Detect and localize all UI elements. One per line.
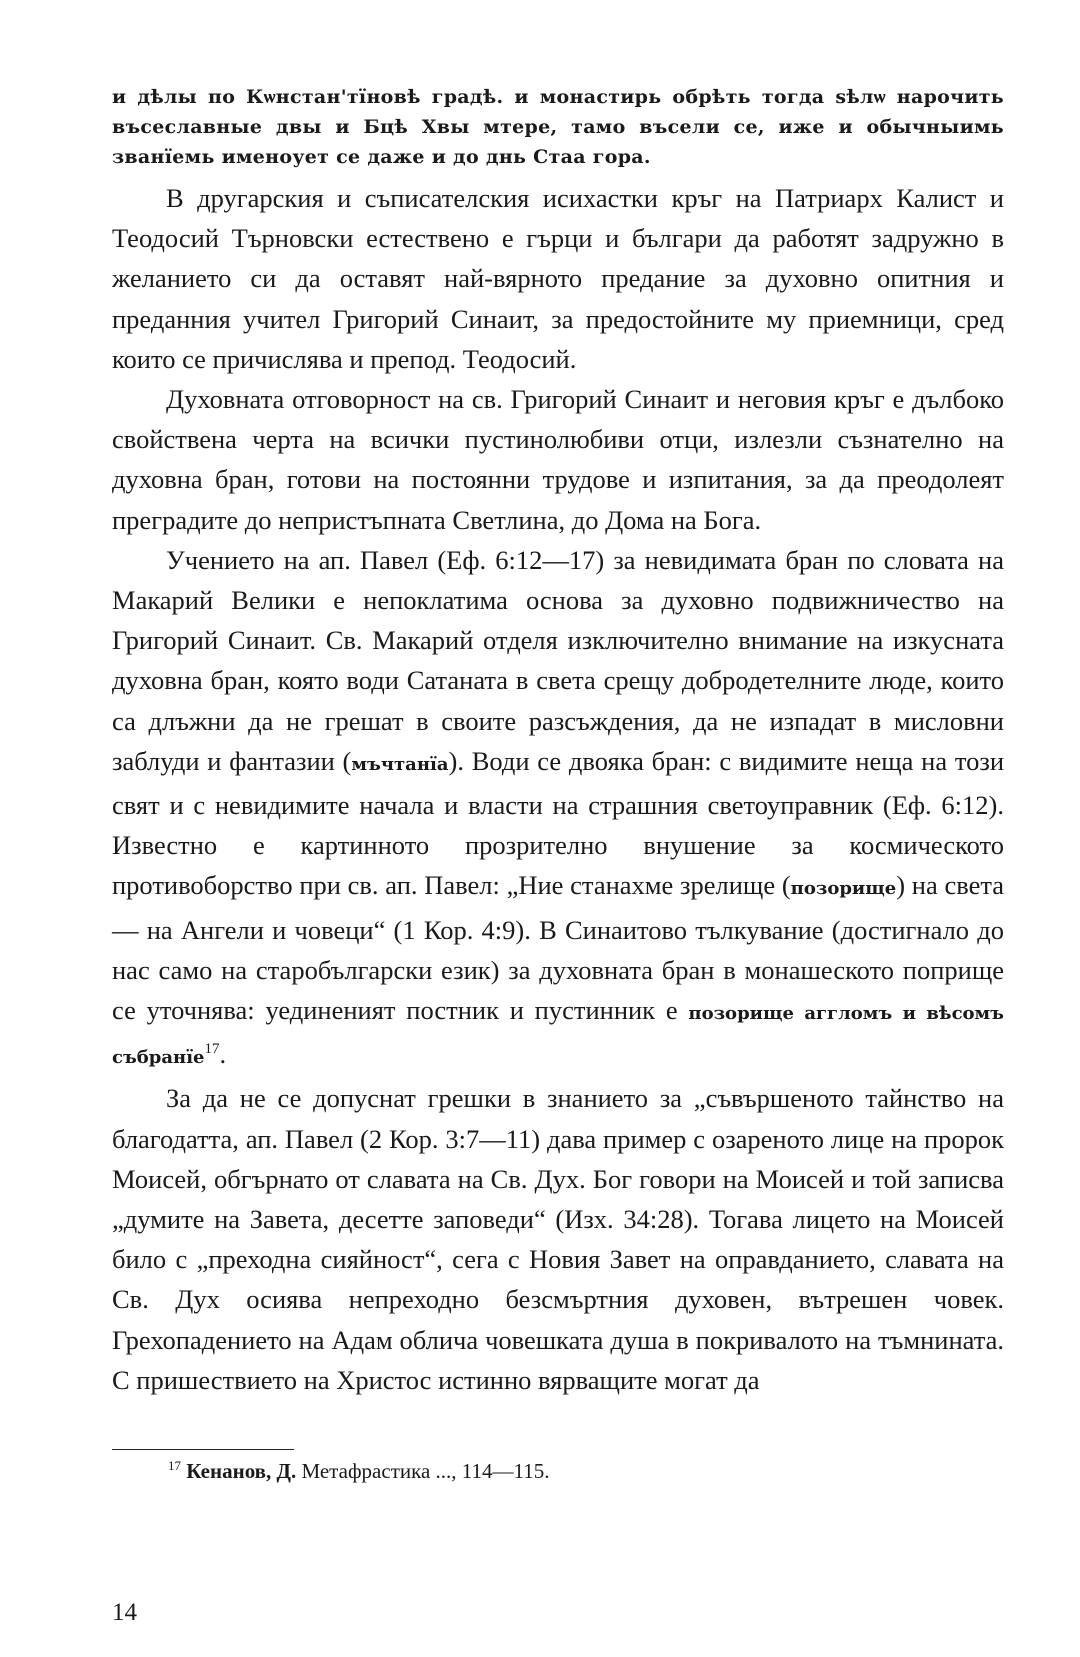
paragraph-3-part-1: Учението на ап. Павел (Еф. 6:12—17) за невидимата бран по словата на Макарий Велики е непоклатима основа за духовно подвижничество на Григорий Синаит. Св. Макарий отделя изключително внимание на изкусната духовна бран, която води Сатаната в света срещу добродетелните люде, които са длъжни да не грешат в своите разсъждения, да не изпадат в мисловни заблуди и фантазии (	[112, 544, 1004, 776]
paragraph-2: Духовната отговорност на св. Григорий Синаит и неговия кръг е дълбоко свойствена черта на всички пустинолюбиви отци, излезли съзнателно на духовна бран, готови на постоянни трудове и изпитания, за да преодолеят преградите до непристъпната Светлина, до Дома на Бога.	[112, 384, 1004, 535]
page-number: 14	[112, 1599, 137, 1626]
footnote	[168, 1456, 988, 1486]
paragraph-4: За да не се допуснат грешки в знанието за „съвършеното тайнство на благодатта, ап. Павел (2 Кор. 3:7—11) дава пример с озареното лице на пророк Моисей, обгърнато от славата на Св. Дух. Бог говори на Моисей и той записва „думите на Завета, десетте заповеди“ (Изх. 34:28). Тогава лицето на Моисей било с „преходна сияйност“, сега с Новия Завет на оправданието, славата на Св. Дух осиява непреходно безсмъртния духовен, вътрешен човек. Грехопадението на Адам облича човешката душа в покривалото на тъмнината. С пришествието на Христос истинно вярващите могат да	[112, 1083, 1004, 1395]
footnote-author: Кенанов, Д.	[186, 1459, 297, 1483]
main-text	[112, 82, 1004, 1400]
footnote-number: 17	[168, 1458, 181, 1473]
old-bulgarian-quote: и дѣлы по Кѡнстан'тїновѣ градѣ. и монастирь обрѣть тогда ѕѣлѡ нарочить въсеславные двы и Бцѣ Хвы мтере, тамо въсели се, иже и обычныимь званїемь именоует се даже и до днь Стаа гора.	[112, 86, 1004, 168]
footnote-reference: 17	[204, 1041, 220, 1058]
footnote-divider	[112, 1449, 294, 1450]
old-term-mychtania: мъчтанїа	[351, 753, 449, 775]
old-term-quote: позорище аггломъ и вѣсомъ събранїе	[112, 1003, 1004, 1069]
footnote-text: Метафрастика ..., 114—115.	[296, 1459, 550, 1483]
paragraph-3	[112, 540, 1004, 1079]
paragraph-3-part-3: ) на света — на Ангели и човеци“ (1 Кор. 4:9). В Синаитово тълкувание (достигнало до нас само на старобългарски език) за духовната бран в монашеското поприще се уточнява: уединеният постник и пустинник е	[112, 870, 1005, 1026]
paragraph-1: В другарския и съписателския исихастки кръг на Патриарх Калист и Теодосий Търновски естествено е гърци и българи да работят задружно в желанието си да оставят най-вярното предание за духовно опитния и преданния учител Григорий Синаит, за предостойните му приемници, сред които се причислява и препод. Теодосий.	[112, 183, 1004, 374]
paragraph-3-part-4: .	[219, 1039, 227, 1070]
old-term-pozorishte: позорище	[790, 878, 897, 900]
paragraph-3-part-2: ). Води се двояка бран: с видимите неща на този свят и с невидимите начала и власти на страшния светоуправник (Еф. 6:12). Известно е картинното прозрително внушение за космическото противоборство при св. ап. Павел: „Ние станахме зрелище (	[112, 745, 1005, 901]
